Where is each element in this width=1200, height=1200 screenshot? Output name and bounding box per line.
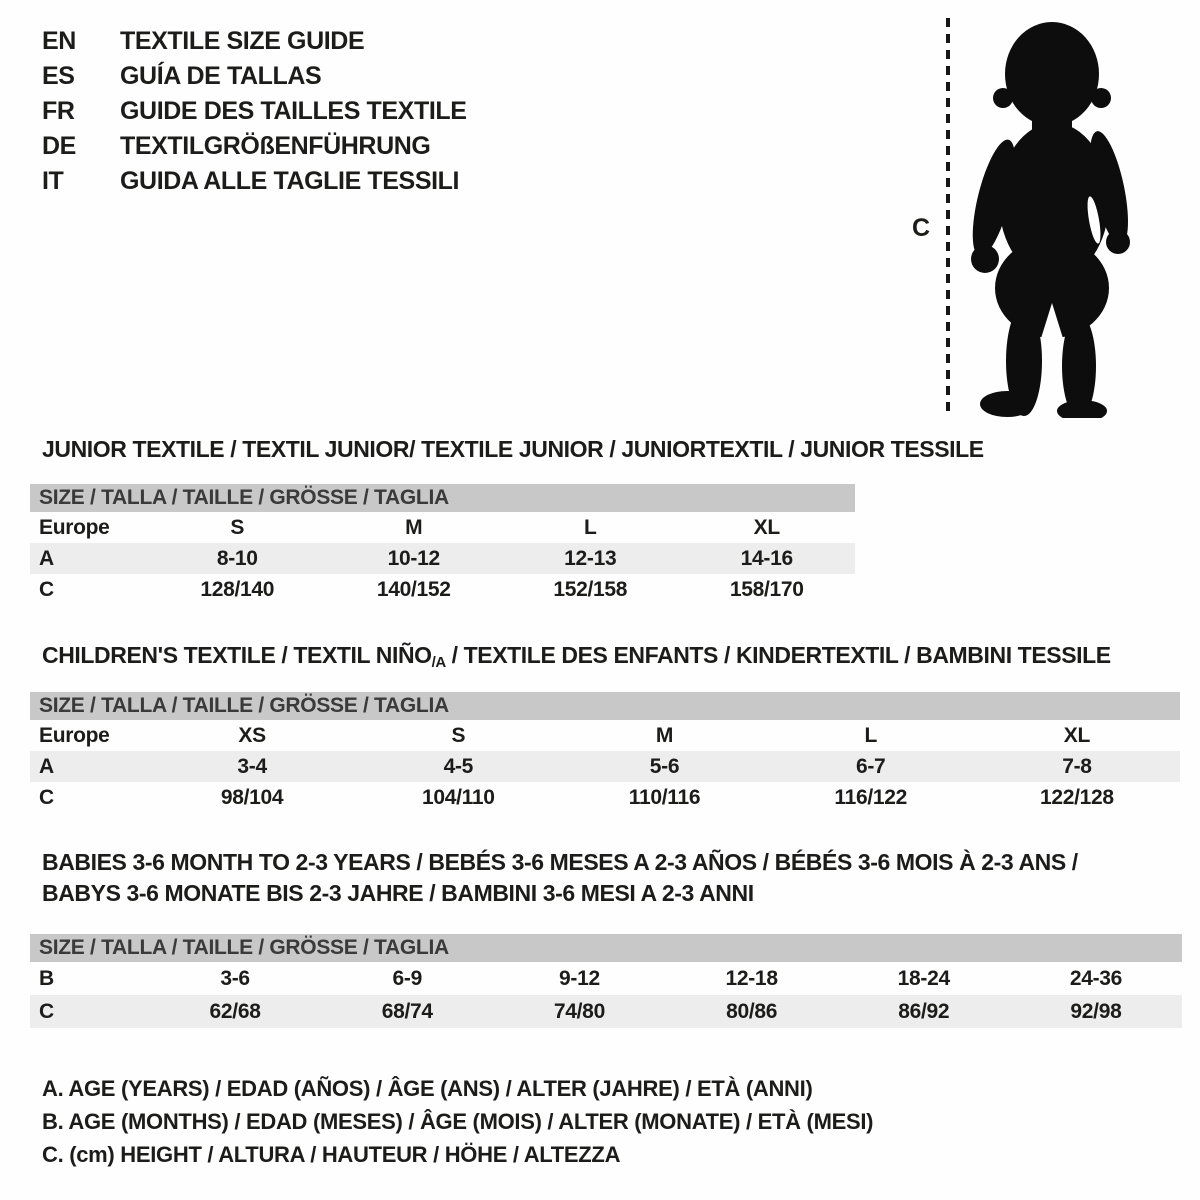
language-code: ES	[42, 62, 75, 90]
size-header-bar: SIZE / TALLA / TAILLE / GRÖSSE / TAGLIA	[30, 484, 855, 512]
table-cell: 86/92	[898, 1000, 950, 1023]
babies-size-table	[30, 934, 1182, 1028]
children-title-text: CHILDREN'S TEXTILE / TEXTIL NIÑO	[42, 642, 432, 668]
row-label: Europe	[39, 724, 110, 747]
table-cell: S	[230, 516, 245, 539]
table-cell: 116/122	[834, 786, 908, 809]
table-cell: 68/74	[381, 1000, 433, 1023]
table-cell: 5-6	[649, 755, 680, 778]
language-row	[42, 129, 467, 164]
table-cell: M	[655, 724, 674, 747]
table-cell: L	[583, 516, 597, 539]
row-label: C	[39, 578, 54, 601]
row-label: Europe	[39, 516, 110, 539]
toddler-silhouette-icon	[962, 16, 1137, 418]
table-cell: S	[451, 724, 466, 747]
row-label: A	[39, 547, 54, 570]
table-cell: 122/128	[1040, 786, 1114, 809]
babies-title-line1: BABIES 3-6 MONTH TO 2-3 YEARS / BEBÉS 3-6 MESES A 2-3 AÑOS / BÉBÉS 3-6 MOIS À 2-3 ANS /	[42, 849, 1078, 875]
table-cell: 6-9	[392, 967, 422, 990]
babies-section-title	[42, 847, 1078, 909]
table-row-age	[30, 543, 855, 574]
language-title-list	[42, 24, 467, 199]
legend-line-c: C. (cm) HEIGHT / ALTURA / HAUTEUR / HÖHE / ALTEZZA	[42, 1142, 621, 1167]
guide-title-es: GUÍA DE TALLAS	[120, 62, 322, 90]
table-cell: 80/86	[726, 1000, 778, 1023]
table-cell: 12-13	[564, 547, 617, 570]
language-row	[42, 24, 467, 59]
language-code: IT	[42, 167, 64, 195]
table-cell: M	[405, 516, 423, 539]
table-cell: 128/140	[200, 578, 275, 601]
guide-title-en: TEXTILE SIZE GUIDE	[120, 27, 365, 55]
legend-line-b: B. AGE (MONTHS) / EDAD (MESES) / ÂGE (MOIS) / ALTER (MONATE) / ETÀ (MESI)	[42, 1109, 874, 1134]
table-cell: 3-6	[220, 967, 250, 990]
table-cell: 110/116	[628, 786, 701, 809]
table-cell: 7-8	[1062, 755, 1092, 778]
table-cell: 8-10	[216, 547, 258, 570]
table-cell: 74/80	[553, 1000, 605, 1023]
junior-section-title: JUNIOR TEXTILE / TEXTIL JUNIOR/ TEXTILE JUNIOR / JUNIORTEXTIL / JUNIOR TESSILE	[42, 436, 984, 462]
table-cell: L	[864, 724, 877, 747]
measurement-legend	[42, 1072, 873, 1171]
language-code: EN	[42, 27, 76, 55]
height-dashed-line	[946, 18, 950, 416]
row-label: C	[39, 1000, 54, 1023]
language-row	[42, 164, 467, 199]
legend-line-a: A. AGE (YEARS) / EDAD (AÑOS) / ÂGE (ANS) / ALTER (JAHRE) / ETÀ (ANNI)	[42, 1076, 813, 1101]
table-cell: XS	[238, 724, 266, 747]
guide-title-fr: GUIDE DES TAILLES TEXTILE	[120, 97, 467, 125]
table-cell: 18-24	[897, 967, 950, 990]
children-size-table	[30, 692, 1180, 813]
table-row-height	[30, 782, 1180, 813]
height-measure-label: C	[912, 214, 931, 242]
table-row-height	[30, 574, 855, 605]
guide-title-de: TEXTILGRÖßENFÜHRUNG	[120, 132, 431, 160]
junior-size-table	[30, 484, 855, 605]
table-cell: 12-18	[725, 967, 778, 990]
table-row-age	[30, 751, 1180, 782]
language-row	[42, 59, 467, 94]
table-cell: 10-12	[387, 547, 440, 570]
table-cell: 152/158	[553, 578, 628, 601]
table-cell: 9-12	[559, 967, 600, 990]
table-cell: XL	[1063, 724, 1091, 747]
table-cell: 3-4	[237, 755, 267, 778]
table-cell: 92/98	[1070, 1000, 1122, 1023]
table-row-months	[30, 962, 1182, 995]
row-label: A	[39, 755, 54, 778]
row-label: C	[39, 786, 54, 809]
table-cell: 158/170	[729, 578, 804, 601]
table-cell: 14-16	[740, 547, 793, 570]
language-code: DE	[42, 132, 76, 160]
table-cell: XL	[753, 516, 780, 539]
table-row-europe	[30, 512, 855, 543]
table-cell: 62/68	[209, 1000, 261, 1023]
table-row-height	[30, 995, 1182, 1028]
babies-title-line2: BABYS 3-6 MONATE BIS 2-3 JAHRE / BAMBINI 3-6 MESI A 2-3 ANNI	[42, 880, 754, 906]
row-label: B	[39, 967, 54, 990]
table-cell: 4-5	[443, 755, 474, 778]
children-title-text: / TEXTILE DES ENFANTS / KINDERTEXTIL / BAMBINI TESSILE	[445, 642, 1111, 668]
size-header-bar: SIZE / TALLA / TAILLE / GRÖSSE / TAGLIA	[30, 934, 1182, 962]
table-cell: 24-36	[1069, 967, 1123, 990]
language-code: FR	[42, 97, 75, 125]
table-row-europe	[30, 720, 1180, 751]
language-row	[42, 94, 467, 129]
size-header-bar: SIZE / TALLA / TAILLE / GRÖSSE / TAGLIA	[30, 692, 1180, 720]
guide-title-it: GUIDA ALLE TAGLIE TESSILI	[120, 167, 460, 195]
table-cell: 98/104	[220, 786, 284, 809]
table-cell: 6-7	[855, 755, 886, 778]
table-cell: 104/110	[421, 786, 495, 809]
table-cell: 140/152	[376, 578, 451, 601]
children-title-suffix: /A	[431, 654, 446, 671]
children-section-title	[42, 642, 1111, 671]
